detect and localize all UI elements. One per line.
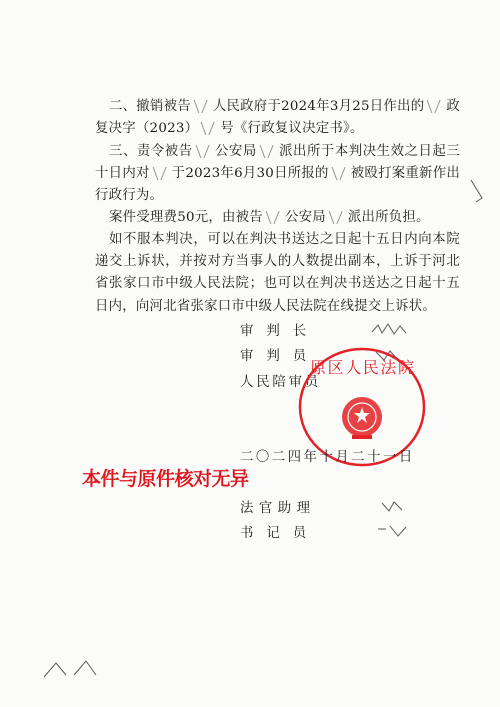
- seal-text: 原区人民法院: [310, 358, 414, 377]
- fee-text-1: 案件受理费50元，由被告: [109, 210, 263, 225]
- redacted-name-scribble: [380, 499, 406, 513]
- judge-label: 审判员: [240, 349, 320, 364]
- redaction-mark: [198, 121, 220, 133]
- redaction-mark: [257, 144, 279, 156]
- redaction-mark: [150, 166, 172, 178]
- juror-label: 人民陪审员: [240, 375, 321, 390]
- clerk-label: 书记员: [240, 526, 320, 541]
- national-emblem-icon: [342, 397, 382, 439]
- order-text-1: 三、责令被告: [109, 144, 193, 159]
- order-text-5: 被殴打案重新作出行政行为。: [95, 166, 461, 204]
- paragraph-revoke: [95, 96, 460, 140]
- revoke-text-1: 二、撤销被告: [109, 99, 191, 114]
- fee-text-3: 派出所负担。: [347, 210, 430, 225]
- redaction-mark: [193, 144, 215, 156]
- redacted-name-scribble: [376, 523, 410, 539]
- paragraph-appeal: 如不服本判决，可以在判决书送达之日起十五日内向本院递交上诉状，并按对方当事人的人数提出副本，上诉于河北省张家口市中级人民法院；也可以在判决书送达之日起十五日内，向河北省张家口市中级人民法院在线提交上诉状。: [95, 232, 460, 314]
- redacted-name-scribble: [370, 322, 410, 336]
- fee-text-2: 公安局: [284, 210, 326, 225]
- revoke-text-4: 号《行政复议决定书》。: [220, 121, 364, 137]
- order-text-4: 于2023年6月30日所报的: [171, 166, 329, 182]
- footer-redaction-mark: [40, 655, 110, 681]
- judgment-date: 二〇二四年十月二十一日: [240, 450, 415, 465]
- order-text-2: 公安局: [214, 144, 257, 159]
- chief-judge-label: 审判长: [240, 324, 320, 339]
- paragraph-order: [95, 141, 460, 208]
- redaction-mark: [263, 210, 285, 222]
- redaction-mark: [326, 210, 348, 222]
- redaction-mark: [424, 99, 446, 111]
- order-text-3: 派出所于本判决生效之日起三十日内对: [95, 144, 461, 182]
- assistant-label: 法官助理: [240, 501, 316, 516]
- margin-mark: [468, 178, 486, 204]
- copy-verification-stamp: 本件与原件核对无异: [82, 469, 249, 490]
- revoke-text-2: 人民政府于2024年3月25日作出的: [212, 99, 425, 114]
- redaction-mark: [191, 99, 213, 111]
- revoke-text-3: 政复决字（2023）: [95, 99, 461, 137]
- redaction-mark: [329, 166, 351, 178]
- paragraph-fee: [95, 207, 460, 229]
